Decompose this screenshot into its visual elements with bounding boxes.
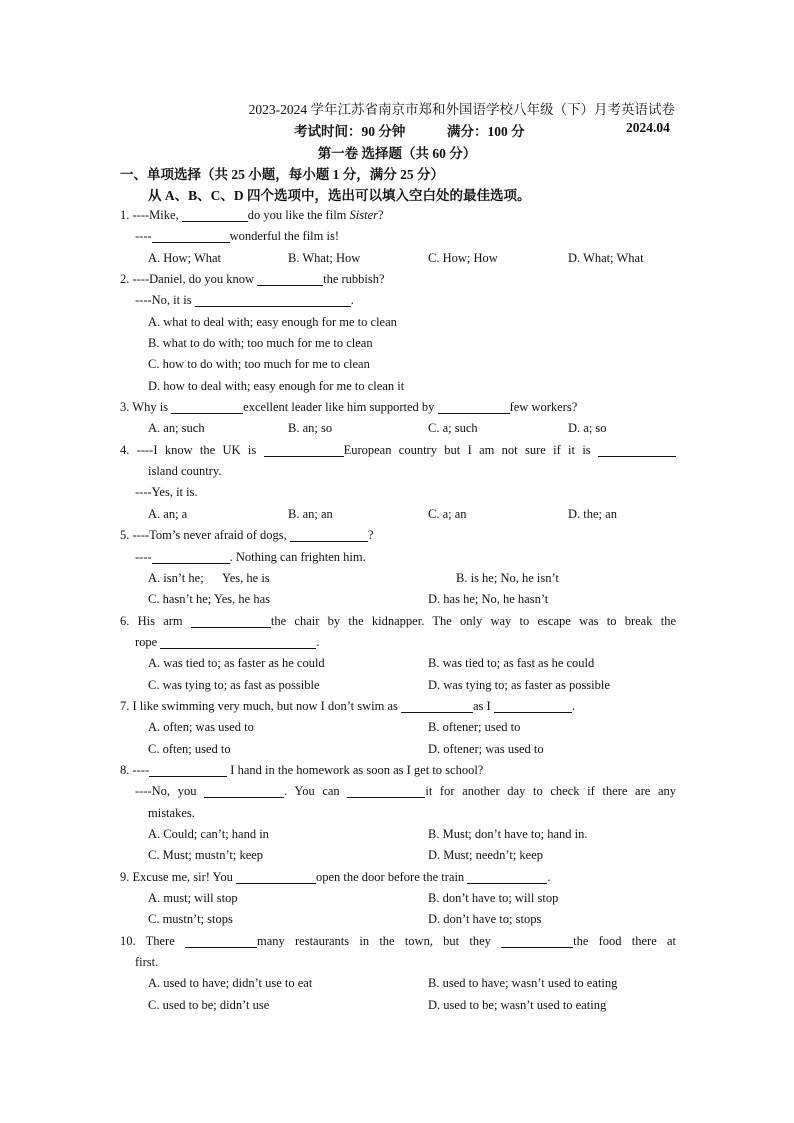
answer-blank	[195, 292, 351, 307]
option-d: D. the; an	[568, 506, 617, 521]
option-b: B. is he; No, he isn’t	[456, 570, 559, 585]
question-10-options-row1	[120, 973, 676, 994]
exam-title: 2023-2024 学年江苏省南京市郑和外国语学校八年级（下）月考英语试卷	[248, 102, 675, 117]
answer-blank	[401, 698, 473, 713]
question-5-response: ---- . Nothing can frighten him.	[135, 549, 366, 564]
answer-blank	[257, 271, 323, 286]
option-c: C. Must; mustn’t; keep	[148, 848, 264, 863]
answer-blank	[182, 207, 248, 222]
option-c: C. mustn’t; stops	[148, 912, 233, 927]
answer-blank	[264, 442, 344, 457]
option-a: A. isn’t he; Yes, he is	[148, 570, 270, 585]
option-c: C. hasn’t he; Yes, he has	[148, 592, 270, 607]
option-a: A. How; What	[148, 250, 222, 265]
question-4-response: ----Yes, it is.	[135, 485, 198, 500]
option-d: D. has he; No, he hasn’t	[428, 592, 549, 607]
option-a: A. Could; can’t; hand in	[148, 826, 269, 841]
volume-title: 第一卷 选择题（共 60 分）	[317, 146, 477, 161]
question-10-stem: 10. There many restaurants in the town, but they the food there at	[120, 933, 676, 948]
question-9-options-row1	[120, 888, 676, 909]
option-c: C. How; How	[428, 250, 498, 265]
question-10-options-row2	[120, 995, 676, 1016]
option-a: A. an; a	[148, 506, 188, 521]
question-5-options-row1	[120, 568, 676, 589]
option-a: A. an; such	[148, 421, 205, 436]
answer-blank	[204, 783, 284, 798]
option-c: C. used to be; didn’t use	[148, 997, 270, 1012]
answer-blank	[467, 869, 547, 884]
exam-date: 2024.04	[626, 120, 670, 135]
option-b: B. oftener; used to	[428, 720, 521, 735]
question-1-stem: 1. ----Mike, do you like the film Sister?	[120, 208, 384, 222]
option-a: A. must; will stop	[148, 891, 238, 905]
answer-blank	[501, 933, 573, 948]
answer-blank	[160, 634, 316, 649]
question-2-response: ----No, it is .	[135, 293, 354, 308]
question-3-options	[120, 418, 676, 439]
question-5-options-row2	[120, 589, 676, 610]
question-9-options-row2	[120, 909, 676, 930]
option-c: C. a; an	[428, 506, 467, 521]
question-8-stem: 8. ---- I hand in the homework as soon as I get to school?	[120, 762, 484, 777]
question-5-stem: 5. ----Tom’s never afraid of dogs, ?	[120, 528, 374, 543]
answer-blank	[290, 527, 368, 542]
option-a: A. what to deal with; easy enough for me to clean	[148, 314, 397, 329]
question-4-stem: 4. ----I know the UK is European country but I am not sure if it is	[120, 440, 676, 461]
answer-blank	[494, 698, 572, 713]
answer-blank	[347, 783, 425, 798]
section-instruction: 从 A、B、C、D 四个选项中，选出可以填入空白处的最佳选项。	[148, 188, 531, 203]
question-8-response-cont: mistakes.	[148, 805, 195, 820]
question-9-stem: 9. Excuse me, sir! You open the door before the train .	[120, 869, 551, 884]
option-b: B. was tied to; as fast as he could	[428, 656, 595, 671]
option-a: A. used to have; didn’t use to eat	[148, 976, 313, 991]
question-4-options	[120, 504, 676, 525]
option-a: A. was tied to; as faster as he could	[148, 656, 325, 671]
option-d: D. was tying to; as faster as possible	[428, 677, 610, 692]
option-b: B. used to have; wasn’t used to eating	[428, 976, 618, 991]
option-d: D. don’t have to; stops	[428, 912, 542, 927]
question-6-stem: 6. His arm the chair by the kidnapper. The only way to escape was to break the	[120, 613, 676, 628]
answer-blank	[191, 613, 271, 628]
question-8-response: ----No, you . You can it for another day to check if there are any	[135, 784, 677, 799]
question-8-options-row2	[120, 845, 676, 866]
option-d: D. used to be; wasn’t used to eating	[428, 997, 607, 1012]
option-c: C. was tying to; as fast as possible	[148, 677, 320, 692]
option-b: B. don’t have to; will stop	[428, 891, 559, 905]
question-8-options-row1	[120, 824, 676, 845]
option-c: C. a; such	[428, 421, 478, 436]
question-2-stem: 2. ----Daniel, do you know the rubbish?	[120, 272, 385, 287]
option-d: D. Must; needn’t; keep	[428, 848, 544, 863]
question-7-options-row1	[120, 717, 676, 738]
answer-blank	[598, 442, 676, 457]
option-b: B. an; an	[288, 506, 333, 521]
question-6-stem-cont: rope .	[135, 634, 320, 649]
option-d: D. how to deal with; easy enough for me to clean it	[148, 378, 405, 393]
question-1-options	[120, 248, 676, 269]
answer-blank	[185, 933, 257, 948]
answer-blank	[152, 228, 230, 243]
section-title: 一、单项选择（共 25 小题，每小题 1 分，满分 25 分）	[120, 167, 444, 182]
answer-blank	[438, 399, 510, 414]
question-3-stem: 3. Why is excellent leader like him supported by few workers?	[120, 400, 578, 415]
question-1-response: ---- wonderful the film is!	[135, 229, 340, 244]
option-b: B. Must; don’t have to; hand in.	[428, 826, 588, 841]
question-4-stem-cont: island country.	[148, 464, 222, 479]
option-c: C. how to do with; too much for me to clean	[148, 357, 370, 372]
option-b: B. an; so	[288, 421, 333, 436]
option-d: D. What; What	[568, 250, 644, 265]
exam-meta	[0, 120, 794, 140]
answer-blank	[236, 869, 316, 884]
question-7-stem: 7. I like swimming very much, but now I don’t swim as as I .	[120, 698, 575, 713]
option-b: B. what to do with; too much for me to clean	[148, 336, 373, 351]
question-10-stem-cont: first.	[135, 955, 159, 970]
question-7-options-row2	[120, 739, 676, 760]
question-6-options-row2	[120, 675, 676, 696]
question-6-options-row1	[120, 653, 676, 674]
exam-time: 考试时间：90 分钟	[294, 124, 406, 139]
answer-blank	[152, 549, 230, 564]
option-d: D. oftener; was used to	[428, 741, 544, 756]
option-a: A. often; was used to	[148, 720, 254, 735]
answer-blank	[149, 762, 227, 777]
question-list	[120, 205, 676, 1016]
option-b: B. What; How	[288, 250, 361, 265]
answer-blank	[171, 399, 243, 414]
option-d: D. a; so	[568, 421, 607, 436]
exam-score: 满分：100 分	[447, 124, 525, 139]
option-c: C. often; used to	[148, 741, 231, 756]
